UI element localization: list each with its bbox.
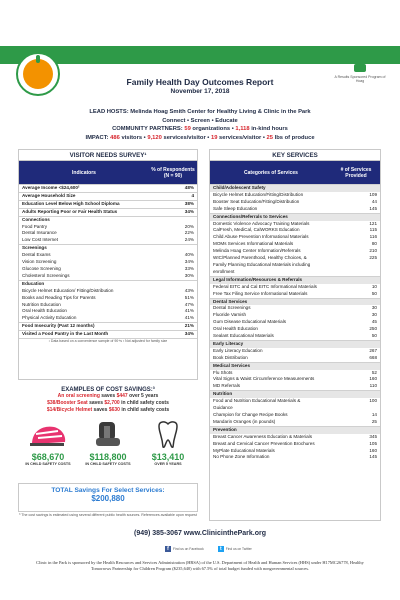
service-count: 30: [371, 312, 377, 318]
survey-percent: 48%: [184, 185, 194, 190]
survey-percent: 30%: [184, 272, 194, 278]
service-row: [210, 241, 380, 248]
service-label: Domestic Violence Advocacy Training Materials: [213, 220, 310, 226]
service-label: Bicycle Helmet Education/Fitting/Distribution: [213, 191, 304, 197]
survey-indicator: Adults Reporting Poor or Fair Health Status: [22, 208, 118, 214]
service-row: [210, 376, 380, 383]
impact-line: IMPACT: 486 visitors • 9,120 services/visitor • 19 services/visitor • 25 lbs of produce: [85, 134, 315, 141]
service-count: [347, 277, 377, 284]
survey-row: [19, 308, 197, 315]
bicycle-helmet-icon: [23, 418, 73, 450]
service-row: [210, 206, 380, 213]
service-count: 100: [369, 398, 377, 404]
survey-indicator: Education: [22, 280, 45, 286]
hoag-logo-icon: [354, 64, 366, 72]
tooth-icon: [143, 418, 193, 450]
service-count: 160: [369, 376, 377, 382]
service-count: 14: [371, 412, 377, 417]
service-category: [210, 362, 380, 370]
survey-row: [19, 280, 197, 288]
service-count: 250: [369, 326, 377, 332]
survey-percent: 21%: [184, 323, 194, 329]
survey-percent: 47%: [184, 301, 194, 307]
service-row: [210, 326, 380, 333]
service-label: Free Tax Filing Service Informational Materials: [213, 290, 308, 296]
survey-percent: 51%: [184, 294, 194, 300]
service-label: MD Referrals: [213, 383, 241, 389]
service-row: [210, 284, 380, 291]
service-row: [210, 312, 380, 319]
service-row: [210, 333, 380, 340]
survey-row: [19, 244, 197, 252]
service-count: 116: [369, 234, 377, 240]
service-row: [210, 448, 380, 455]
cost-savings-title: EXAMPLES OF COST SAVINGS:³: [61, 387, 155, 393]
service-label: Flu Shots: [213, 369, 233, 375]
service-row: [210, 248, 380, 255]
total-savings-value: $200,880: [91, 494, 125, 503]
cost-savings: [18, 387, 198, 467]
service-count: [347, 269, 377, 276]
service-row: [210, 398, 380, 405]
service-category: [210, 390, 380, 398]
survey-row: [19, 252, 197, 259]
savings-amount: [140, 452, 196, 467]
service-row: [210, 262, 380, 269]
survey-indicator: Low Cost Internet: [22, 237, 59, 243]
service-count: 30: [371, 305, 377, 311]
service-category: [210, 426, 380, 434]
service-label: Food and Nutrition Educational Materials &: [213, 398, 301, 404]
service-category: [210, 184, 380, 192]
service-count: [347, 427, 377, 434]
survey-indicator: Connections: [22, 216, 50, 222]
report-title: Family Health Day Outcomes Report: [126, 77, 274, 87]
service-count: 45: [371, 319, 377, 325]
community-partners: COMMUNITY PARTNERS: 59 organizations • 1,118 in-kind hours: [112, 126, 288, 132]
service-row: [210, 434, 380, 441]
survey-indicator: Dental Exams: [22, 252, 51, 258]
hosts-block: [0, 108, 400, 142]
survey-indicator: Bicycle Helmet Education/ Fitting/Distribution: [22, 287, 114, 293]
total-savings-box: [18, 483, 198, 512]
service-count: 10: [371, 283, 377, 289]
service-row: [210, 405, 380, 412]
savings-caption: IN CHILD SAFETY COSTS: [25, 462, 71, 467]
green-banner: [0, 46, 400, 64]
survey-row: [19, 237, 197, 244]
survey-indicator: Cholesterol Screenings: [22, 272, 70, 278]
cost-line-booster: $38/Booster Seat saves $2,700 in child safety costs: [47, 399, 169, 406]
service-row: [210, 291, 380, 298]
survey-indicator: Physical Activity Education: [22, 315, 77, 321]
service-count: 668: [369, 354, 377, 360]
survey-percent: 34%: [184, 208, 194, 214]
survey-row: [19, 288, 197, 295]
service-label: Prevention: [213, 426, 237, 432]
survey-row: [19, 295, 197, 302]
survey-title: VISITOR NEEDS SURVEY¹: [19, 150, 197, 161]
service-category: [210, 213, 380, 221]
survey-indicator: Education Level Below High School Diploma: [22, 200, 120, 206]
services-title: KEY SERVICES: [210, 150, 380, 161]
savings-amount: [20, 452, 76, 467]
service-label: No Phone Zone Information: [213, 454, 270, 460]
service-row: [210, 255, 380, 262]
survey-indicator: Visited a Food Pantry in the Last Month: [22, 331, 109, 337]
cost-line-helmet: $14/Bicycle Helmet saves $630 in child safety costs: [46, 406, 170, 413]
funding-disclaimer: Clinic in the Park is sponsored by the Health Resources and Services Administration (HRSA) of the U.S. Department of Health and Human Services (HHS) under H17MC26778, Healthy Tomorrows Partnership for Children Program ($235,640) with 67.5% of total budget funded with nongovernmental sources.: [36, 560, 364, 571]
service-count: 110: [369, 383, 377, 389]
service-label: Connections/Referrals to Services: [213, 213, 288, 219]
survey-indicator: Food Insecurity (Past 12 months): [22, 323, 95, 329]
service-count: 50: [371, 333, 377, 339]
booster-seat-icon: [83, 418, 133, 450]
service-count: 210: [369, 248, 377, 254]
category-header: Categories of Services: [244, 169, 298, 176]
service-label: Medical Services: [213, 362, 251, 368]
survey-indicator: Screenings: [22, 245, 47, 251]
service-label: Guidance: [213, 405, 233, 411]
service-row: [210, 355, 380, 362]
survey-percent: 43%: [184, 287, 194, 293]
service-count: [347, 214, 377, 221]
survey-row: [19, 200, 197, 208]
service-label: Melinda Hoag Center Information/Referrals: [213, 248, 301, 254]
survey-percent: 40%: [184, 252, 194, 258]
survey-percent: 4: [191, 192, 194, 198]
survey-percent: 34%: [184, 259, 194, 265]
service-count: 115: [369, 227, 377, 233]
service-count: 145: [369, 454, 377, 460]
survey-percent: 24%: [184, 237, 194, 243]
savings-caption: IN CHILD SAFETY COSTS: [85, 462, 131, 467]
survey-percent: 41%: [184, 315, 194, 321]
service-row: [210, 269, 380, 276]
service-label: Dental Services: [213, 298, 248, 304]
facebook-icon: f: [165, 546, 171, 552]
cost-icons: [18, 418, 198, 450]
service-label: enrollment: [213, 268, 235, 274]
survey-percent: 41%: [184, 308, 194, 314]
respondents-header: % of Respondents (N = 90): [151, 166, 195, 179]
services-count-header: # of Services Provided: [340, 166, 372, 179]
survey-percent: 38%: [184, 200, 194, 206]
twitter-icon: t: [218, 546, 224, 552]
service-count: 225: [369, 255, 377, 261]
service-count: [347, 185, 377, 192]
service-label: MOMs Services Informational Materials: [213, 241, 294, 247]
service-count: 52: [371, 369, 377, 375]
survey-indicator: Glucose Screening: [22, 265, 61, 271]
total-savings-label: TOTAL Savings For Select Services:: [51, 487, 165, 494]
survey-indicator: Oral Health Education: [22, 308, 67, 314]
survey-percent: 22%: [184, 230, 194, 236]
service-row: [210, 319, 380, 326]
survey-indicator: Food Pantry: [22, 223, 48, 229]
service-label: Legal Information/Resources & Referrals: [213, 276, 303, 282]
service-label: MyPlate Educational Materials: [213, 447, 275, 453]
service-row: [210, 227, 380, 234]
survey-row: [19, 224, 197, 231]
survey-indicator: Nutrition Education: [22, 301, 61, 307]
survey-indicator: Average Income <$24,600²: [22, 185, 80, 190]
service-label: Sealant Educational Materials: [213, 333, 274, 339]
sponsor-text: A Results Sponsored Program of Hoag: [334, 74, 386, 83]
service-count: 145: [369, 205, 377, 211]
service-row: [210, 305, 380, 312]
service-label: Champion for Change Recipe Books: [213, 412, 288, 417]
key-services: [209, 149, 381, 521]
savings-caption: OVER 5 YEARS: [154, 462, 182, 467]
survey-row: [19, 216, 197, 224]
service-count: [347, 363, 377, 370]
service-label: Mandarin Oranges (in pounds): [213, 418, 276, 424]
service-count: 160: [369, 447, 377, 453]
service-count: 105: [369, 440, 377, 446]
service-label: Breast and Cervical Cancer Prevention Brochures: [213, 440, 315, 446]
indicators-header: Indicators: [72, 169, 96, 176]
service-category: [210, 276, 380, 284]
savings-amount: [80, 452, 136, 467]
survey-row: [19, 184, 197, 192]
survey-row: [19, 302, 197, 309]
survey-indicator: Average Household Size: [22, 192, 76, 198]
service-label: Early Literacy Education: [213, 347, 263, 353]
visitor-needs-survey: [18, 149, 198, 380]
service-count: 109: [369, 191, 377, 197]
cost-line-oral: An oral screening saves $447 over 5 years: [57, 393, 159, 399]
service-label: Child/Adolescent Safety: [213, 185, 266, 190]
service-count: [347, 262, 377, 269]
survey-note: ¹ Data based on a convenience sample of 90+s ² Not adjusted for family size: [19, 338, 197, 344]
survey-row: [19, 330, 197, 338]
report-header: [0, 74, 400, 95]
cost-foot-note: ³ The cost savings is estimated using several different public health sources. References available upon request: [19, 513, 197, 517]
service-row: [210, 454, 380, 461]
survey-row: [19, 192, 197, 200]
service-label: Dental Screenings: [213, 305, 251, 311]
service-label: Federal EITC and Cal EITC Informational Materials: [213, 283, 317, 289]
survey-indicator: Vision Screening: [22, 259, 57, 265]
service-count: 80: [371, 241, 377, 247]
savings-value: $13,410: [151, 452, 185, 463]
service-row: [210, 192, 380, 199]
service-label: Early Literacy: [213, 340, 244, 346]
savings-amounts: [18, 452, 198, 467]
service-label: CalFresh, MediCal, CalWORKS Education: [213, 227, 300, 233]
service-label: Child Abuse Prevention Informational Materials: [213, 234, 309, 240]
service-label: Fluoride Varnish: [213, 312, 247, 318]
report-date: November 17, 2018: [170, 88, 230, 95]
service-label: Safe Sleep Education: [213, 205, 258, 211]
survey-indicator: Books and Reading Tips for Parents: [22, 294, 96, 300]
survey-rows: [19, 184, 197, 338]
survey-indicator: Dental Insurance: [22, 230, 57, 236]
survey-row: [19, 259, 197, 266]
lead-hosts: LEAD HOSTS: Melinda Hoag Smith Center for Healthy Living & Clinic in the Park: [89, 109, 311, 115]
service-count: [347, 341, 377, 348]
service-row: [210, 199, 380, 206]
service-row: [210, 234, 380, 241]
service-count: 25: [371, 418, 377, 424]
survey-row: [19, 315, 197, 322]
survey-percent: 20%: [184, 223, 194, 229]
service-count: [347, 391, 377, 398]
service-count: 121: [369, 220, 377, 226]
survey-row: [19, 273, 197, 280]
service-row: [210, 348, 380, 355]
service-count: [347, 405, 377, 412]
service-label: Breast Cancer Awareness Education & Materials: [213, 433, 312, 439]
service-count: [347, 299, 377, 306]
contact-line[interactable]: (949) 385-3067 www.ClinicinthePark.org: [133, 530, 266, 537]
facebook-link[interactable]: f Find us on Facebook: [165, 546, 204, 552]
survey-column-headers: [19, 161, 197, 184]
services-column-headers: [210, 161, 380, 184]
service-count: 345: [369, 433, 377, 439]
service-row: [210, 383, 380, 390]
survey-row: [19, 322, 197, 330]
service-rows: [210, 184, 380, 461]
survey-percent: [164, 245, 194, 252]
savings-value: $68,670: [31, 452, 65, 463]
survey-percent: 34%: [184, 331, 194, 337]
service-category: [210, 298, 380, 306]
service-count: 50: [371, 290, 377, 296]
survey-row: [19, 208, 197, 216]
service-row: [210, 441, 380, 448]
survey-row: [19, 266, 197, 273]
service-count: 44: [371, 198, 377, 204]
service-label: Oral Health Education: [213, 326, 258, 332]
service-count: 267: [369, 347, 377, 353]
survey-percent: 33%: [184, 265, 194, 271]
service-label: Family Planning Educational Materials including: [213, 261, 311, 267]
service-label: Gum Disease Educational Materials: [213, 319, 287, 325]
top-banner: [0, 0, 400, 46]
service-label: Nutrition: [213, 391, 233, 397]
survey-row: [19, 230, 197, 237]
service-category: [210, 340, 380, 348]
tagline: Connect • Screen • Educate: [162, 117, 238, 124]
savings-value: $118,800: [89, 452, 127, 463]
social-links: [165, 546, 252, 552]
service-label: Booster Seat Education/Fitting/Distribution: [213, 198, 300, 204]
survey-percent: [164, 217, 194, 224]
service-label: Book Distribution: [213, 354, 248, 360]
service-row: [210, 412, 380, 419]
service-row: [210, 370, 380, 377]
service-row: [210, 221, 380, 228]
service-label: WIC/Planned Parenthood, Healthy Choices, &: [213, 255, 307, 261]
service-label: Vital Signs & Waist Circumference Measurements: [213, 376, 315, 382]
twitter-link[interactable]: t Find us on Twitter: [218, 546, 252, 552]
service-row: [210, 419, 380, 426]
survey-percent: [164, 281, 194, 288]
